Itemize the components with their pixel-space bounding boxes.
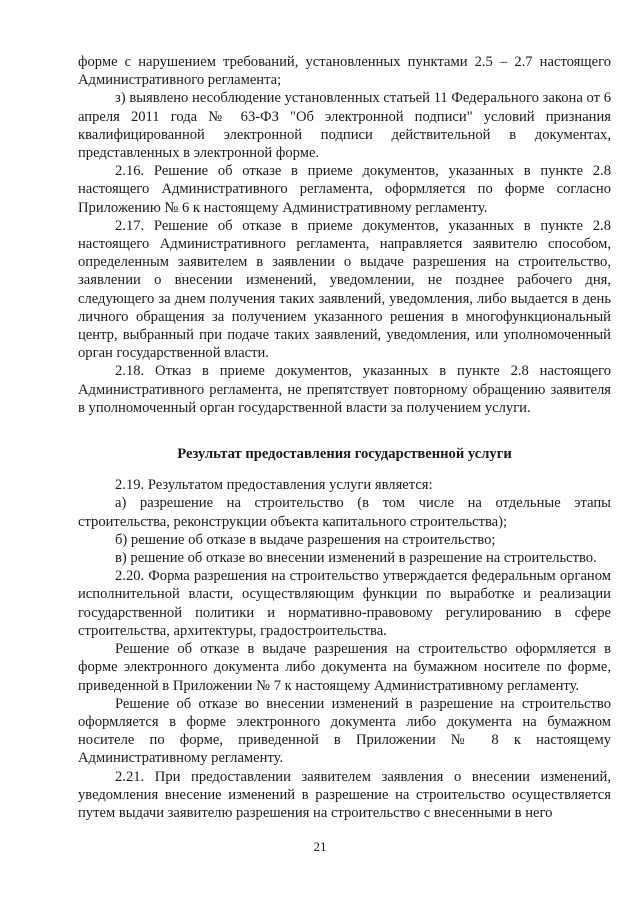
paragraph: в) решение об отказе во внесении изменений в разрешение на строительство. bbox=[115, 550, 597, 567]
paragraph: б) решение об отказе в выдаче разрешения на строительство; bbox=[115, 531, 496, 548]
paragraph: а) разрешение на строительство (в том числе на отдельные этапы строительства, реконструкции объекта капитального строительства); bbox=[78, 495, 611, 530]
paragraph: 2.19. Результатом предоставления услуги является: bbox=[115, 477, 433, 494]
paragraph: 2.17. Решение об отказе в приеме документов, указанных в пункте 2.8 настоящего Административного регламента, направляется заявителю способом, определенным заявителем в заявлении о выдаче разрешения на строительство, заявлении о внесении изменений, уведомлении, не позднее рабочего дня, следующего за днем получения таких заявлений, уведомления, либо выдается в день личного обращения за получением указанного решения в многофункциональный центр, выбранный при подаче таких заявлений, уведомления, или уполномоченный орган государственной власти. bbox=[78, 217, 611, 362]
paragraph: Решение об отказе во внесении изменений в разрешение на строительство оформляется в форме электронного документа либо документа на бумажном носителе по форме, приведенной в Приложении № 8 к настоящему Административному регламенту. bbox=[78, 695, 611, 767]
paragraph: 2.21. При предоставлении заявителем заявления о внесении изменений, уведомления внесение изменений в разрешение на строительство осуществляется путем выдачи заявителю разрешения на строительство с внесенными в него bbox=[78, 768, 611, 821]
paragraph: 2.16. Решение об отказе в приеме документов, указанных в пункте 2.8 настоящего Административного регламента, оформляется по форме согласно Приложению № 6 к настоящему Административному регламенту. bbox=[78, 163, 611, 216]
section-heading: Результат предоставления государственной услуги bbox=[177, 446, 512, 463]
paragraph: 2.20. Форма разрешения на строительство утверждается федеральным органом исполнительной власти, осуществляющим функции по выработке и реализации государственной политики и нормативно-правовому регулированию в сфере строительства, архитектуры, градостроительства. bbox=[78, 568, 611, 639]
document-body bbox=[78, 53, 611, 822]
paragraph: 2.18. Отказ в приеме документов, указанных в пункте 2.8 настоящего Административного регламента, не препятствует повторному обращению заявителя в уполномоченный орган государственной власти за получением услуги. bbox=[78, 363, 611, 416]
paragraph: Решение об отказе в выдаче разрешения на строительство оформляется в форме электронного документа либо документа на бумажном носителе по форме, приведенной в Приложении № 7 к настоящему Административному регламенту. bbox=[78, 641, 611, 694]
paragraph: форме с нарушением требований, установленных пунктами 2.5 – 2.7 настоящего Административного регламента; bbox=[78, 54, 611, 89]
paragraph: з) выявлено несоблюдение установленных статьей 11 Федерального закона от 6 апреля 2011 года № 63-ФЗ "Об электронной подписи" условий признания квалифицированной электронной подписи действительной в документах, представленных в электронной форме. bbox=[78, 90, 611, 162]
paragraphs-after-heading bbox=[78, 476, 611, 822]
page-number: 21 bbox=[313, 839, 327, 854]
paragraphs-before-heading bbox=[78, 53, 611, 417]
